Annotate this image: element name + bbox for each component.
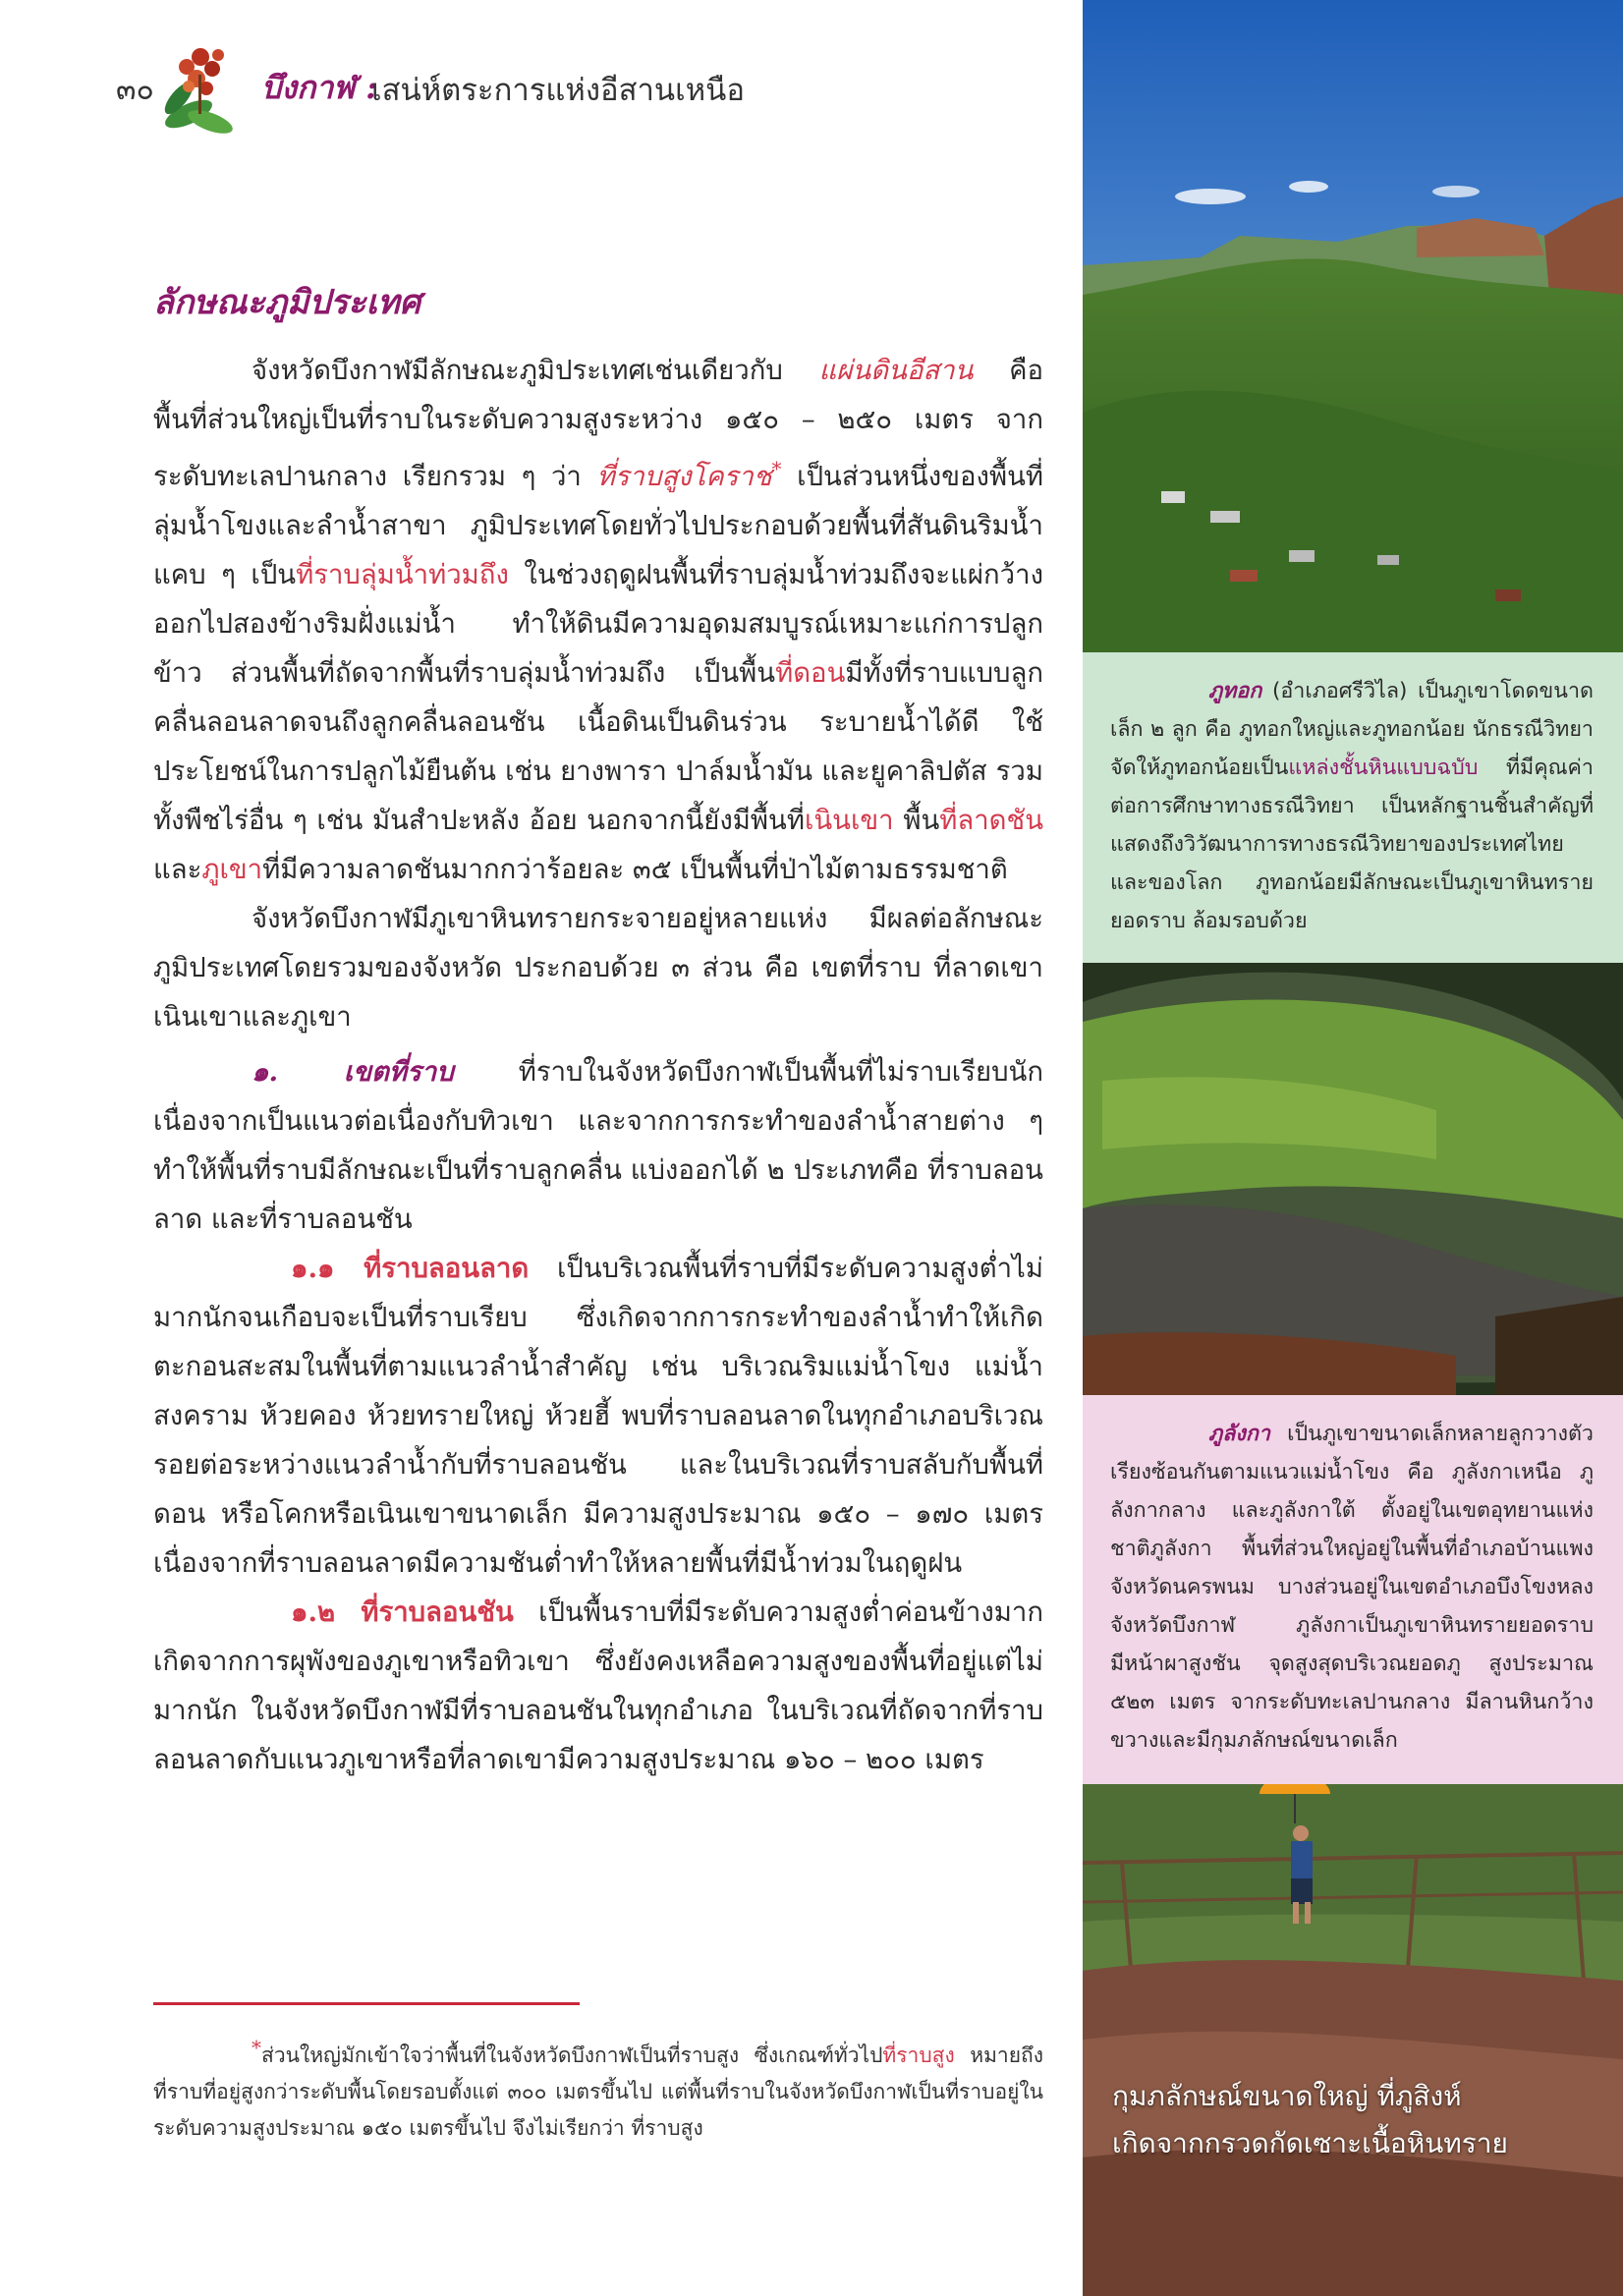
caption-phu-langka xyxy=(1083,1395,1623,1784)
p1-text-2: คือ พื้นที่ส่วนใหญ่เป็นที่ราบในระดับความสูงระหว่าง ๑๕๐ – ๒๕๐ เมตร จากระดับทะเลปานกลาง เรียกรวม ๆ ว่า xyxy=(153,355,1044,493)
caption-1-highlight: แหล่งชั้นหินแบบฉบับ xyxy=(1288,756,1479,780)
page-number: ๓๐ xyxy=(116,73,154,107)
footnote xyxy=(153,2030,1043,2147)
viewpoint-photo-icon xyxy=(1083,1784,1623,2296)
caption-2-name: ภูลังกา xyxy=(1208,1422,1270,1446)
p1-highlight-1: แผ่นดินอีสาน xyxy=(818,355,974,386)
page-header xyxy=(116,35,1049,143)
p1-highlight-3: ที่ราบลุ่มน้ำท่วมถึง xyxy=(296,559,509,591)
plain-zone-text: ที่ราบในจังหวัดบึงกาฬเป็นพื้นที่ไม่ราบเรียบนัก เนื่องจากเป็นแนวต่อเนื่องกับทิวเขา และจากการกระทำของลำน้ำสายต่าง ๆ ทำให้พื้นที่ราบมีลักษณะเป็นที่ราบลูกคลื่น แบ่งออกได้ ๒ ประเภทคือ ที่ราบลอนลาด และที่ราบลอนชัน xyxy=(153,1056,1043,1236)
footnote-divider xyxy=(153,2002,580,2005)
gentle-plain-text: เป็นบริเวณพื้นที่ราบที่มีระดับความสูงต่ำไม่มากนักจนเกือบจะเป็นที่ราบเรียบ ซึ่งเกิดจากการกระทำของลำน้ำทำให้เกิดตะกอนสะสมในพื้นที่ตามแนวลำน้ำสำคัญ เช่น บริเวณริมแม่น้ำโขง แม่น้ำสงคราม ห้วยคอง ห้วยทรายใหญ่ ห้วยฮี้ พบที่ราบลอนลาดในทุกอำเภอบริเวณรอยต่อระหว่างแนวลำน้ำกับที่ราบลอนชัน และในบริเวณที่ราบสลับกับพื้นที่ดอน หรือโคกหรือเนินเขาขนาดเล็ก มีความสูงประมาณ ๑๕๐ – ๑๗๐ เมตร เนื่องจากที่ราบลอนลาดมีความชันต่ำทำให้หลายพื้นที่มีน้ำท่วมในฤดูฝน xyxy=(153,1253,1043,1580)
footnote-text-1: ส่วนใหญ่มักเข้าใจว่าพื้นที่ในจังหวัดบึงกาฬเป็นที่ราบสูง ซึ่งเกณฑ์ทั่วไป xyxy=(261,2044,883,2067)
footnote-text-2: หมายถึง ที่ราบที่อยู่สูงกว่าระดับพื้นโดยรอบตั้งแต่ ๓๐๐ เมตรขึ้นไป แต่พื้นที่ราบในจังหวัดบึงกาฬเป็นที่ราบอยู่ในระดับความสูงประมาณ ๑๕๐ เมตรขึ้นไป จึงไม่เรียกว่า ที่ราบสูง xyxy=(153,2044,1043,2140)
p1-highlight-6: ที่ลาดชัน xyxy=(939,805,1043,837)
steep-plain-text: เป็นพื้นราบที่มีระดับความสูงต่ำค่อนข้างมาก เกิดจากการผุพังของภูเขาหรือทิวเขา ซึ่งยังคงเหลือความสูงของพื้นที่อยู่แต่ไม่มากนัก ในจังหวัดบึงกาฬมีที่ราบลอนชันในทุกอำเภอ ในบริเวณที่ถัดจากที่ราบลอนลาดกับแนวภูเขาหรือที่ลาดเขามีความสูงประมาณ ๑๖๐ – ๒๐๐ เมตร xyxy=(153,1596,1043,1776)
brand-name: บึงกาฬ : xyxy=(261,69,378,106)
landscape-photo-icon xyxy=(1083,0,1623,652)
p1-highlight-7: ภูเขา xyxy=(201,854,263,886)
photo-mossy-rock xyxy=(1083,963,1623,1395)
paragraph-3 xyxy=(153,1047,1043,1244)
caption-2-text: เป็นภูเขาขนาดเล็กหลายลูกวางตัวเรียงซ้อนกันตามแนวแม่น้ำโขง คือ ภูลังกาเหนือ ภูลังกากลาง และภูลังกาใต้ ตั้งอยู่ในเขตอุทยานแห่งชาติภูลังกา พื้นที่ส่วนใหญ่อยู่ในพื้นที่อำเภอบ้านแพง จังหวัดนครพนม บางส่วนอยู่ในเขตอำเภอบึงโขงหลง จังหวัดบึงกาฬ ภูลังกาเป็นภูเขาหินทรายยอดราบมีหน้าผาสูงชัน จุดสูงสุดบริเวณยอดภู สูงประมาณ ๕๒๓ เมตร จากระดับทะเลปานกลาง มีลานหินกว้างขวางและมีกุมภลักษณ์ขนาดเล็ก xyxy=(1110,1422,1594,1753)
p1-text-8: ที่มีความลาดชันมากกว่าร้อยละ ๓๕ เป็นพื้นที่ป่าไม้ตามธรรมชาติ xyxy=(262,854,1008,886)
rock-photo-icon xyxy=(1083,963,1623,1395)
caption-phu-tok xyxy=(1083,652,1623,963)
p1-text-1: จังหวัดบึงกาฬมีลักษณะภูมิประเทศเช่นเดียวกับ xyxy=(252,355,819,386)
caption-1-name: ภูทอก xyxy=(1208,679,1262,703)
p1-highlight-2: ที่ราบสูงโคราช xyxy=(596,461,772,493)
footnote-marker: * xyxy=(771,457,782,480)
p1-text-4: ในช่วงฤดูฝนพื้นที่ราบลุ่มน้ำท่วมถึงจะแผ่กว้างออกไปสองข้างริมฝั่งแม่น้ำ ทำให้ดินมีความอุดมสมบูรณ์เหมาะแก่การปลูกข้าว ส่วนพื้นที่ถัดจากพื้นที่ราบลุ่มน้ำท่วมถึง เป็นพื้น xyxy=(153,559,1043,690)
steep-plain-heading: ๑.๒ ที่ราบลอนชัน xyxy=(291,1596,514,1629)
paragraph-2: จังหวัดบึงกาฬมีภูเขาหินทรายกระจายอยู่หลายแห่ง มีผลต่อลักษณะภูมิประเทศโดยรวมของจังหวัด ประกอบด้วย ๓ ส่วน คือ เขตที่ราบ ที่ลาดเขา เนินเขาและภูเขา xyxy=(153,903,1043,1034)
footnote-asterisk: * xyxy=(252,2036,261,2059)
p1-text-5: มีทั้งที่ราบแบบลูกคลื่นลอนลาดจนถึงลูกคลื่นลอนชัน เนื้อดินเป็นดินร่วน ระบายน้ำได้ดี ใช้ประโยชน์ในการปลูกไม้ยืนต้น เช่น ยางพารา ปาล์มน้ำมัน และยูคาลิปตัส รวมทั้งพืชไร่อื่น ๆ เช่น มันสำปะหลัง อ้อย นอกจากนี้ยังมีพื้นที่ xyxy=(153,657,1043,837)
p1-text-7: และ xyxy=(153,854,202,886)
caption-1-text-2: ที่มีคุณค่าต่อการศึกษาทางธรณีวิทยา เป็นหลักฐานชิ้นสำคัญที่แสดงถึงวิวัฒนาการทางธรณีวิทยาของประเทศไทยและของโลก ภูทอกน้อยมีลักษณะเป็นภูเขาหินทรายยอดราบ ล้อมรอบด้วย xyxy=(1110,756,1594,933)
photo-phu-sing xyxy=(1083,1784,1623,2296)
paragraph-1 xyxy=(153,346,1043,894)
photo-phu-tok xyxy=(1083,0,1623,652)
p1-highlight-4: ที่ดอน xyxy=(775,657,846,690)
p1-text-3: เป็นส่วนหนึ่งของพื้นที่ลุ่มน้ำโขงและลำน้ำสาขา ภูมิประเทศโดยทั่วไปประกอบด้วยพื้นที่สันดินริมน้ำแคบ ๆ เป็น xyxy=(153,461,1043,591)
footnote-highlight: ที่ราบสูง xyxy=(882,2044,955,2067)
header-title: เสน่ห์ตระการแห่งอีสานเหนือ xyxy=(371,73,745,108)
flower-logo-icon xyxy=(149,35,257,143)
paragraph-4 xyxy=(153,1244,1043,1588)
section-heading: ลักษณะภูมิประเทศ xyxy=(153,283,421,322)
p1-highlight-5: เนินเขา xyxy=(804,805,894,837)
sidebar xyxy=(1083,0,1623,2296)
caption-1-text-1: (อำเภอศรีวิไล) เป็นภูเขาโดดขนาดเล็ก ๒ ลูก คือ ภูทอกใหญ่และภูทอกน้อย นักธรณีวิทยาจัดให้ภูทอกน้อยเป็น xyxy=(1110,679,1594,780)
p1-text-6: พื้น xyxy=(893,805,940,837)
gentle-plain-heading: ๑.๑ ที่ราบลอนลาด xyxy=(291,1253,530,1285)
photo-caption-line-2: เกิดจากกรวดกัดเซาะเนื้อหินทราย xyxy=(1112,2127,1508,2159)
photo-caption-line-1: กุมภลักษณ์ขนาดใหญ่ ที่ภูสิงห์ xyxy=(1112,2080,1462,2112)
body-text xyxy=(153,346,1043,1784)
plain-zone-heading: ๑. เขตที่ราบ xyxy=(252,1056,454,1089)
photo-caption xyxy=(1112,2073,1603,2167)
paragraph-5 xyxy=(153,1588,1043,1784)
